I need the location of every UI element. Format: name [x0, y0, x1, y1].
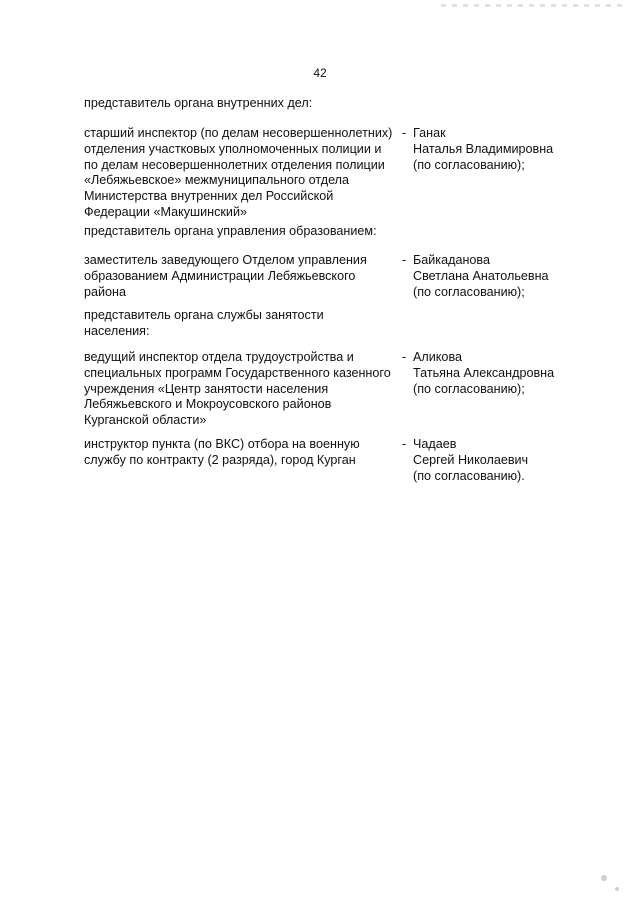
- position-description-military-recruitment: [84, 437, 360, 469]
- scan-artifact-dot: [601, 875, 607, 881]
- position-description-education: [84, 253, 367, 300]
- person-given-names: Татьяна Александровна: [413, 365, 555, 380]
- section-heading-employment-service: [84, 308, 324, 340]
- person-surname: Чадаев: [413, 437, 457, 451]
- position-line: Лебяжьевского и Мокроусовского районов: [84, 397, 332, 412]
- page-number: 42: [313, 66, 327, 80]
- position-line: учреждения «Центр занятости населения: [84, 381, 329, 396]
- position-line: Курганской области»: [84, 413, 207, 428]
- person-surname: Байкаданова: [413, 253, 490, 267]
- person-name-internal-affairs: [413, 126, 553, 173]
- position-description-internal-affairs: [84, 126, 392, 221]
- position-description-employment-service: [84, 350, 391, 429]
- heading-line: представитель органа службы занятости: [84, 308, 324, 322]
- position-line: отделения участковых уполномоченных полиции и: [84, 141, 382, 156]
- position-line: инструктор пункта (по ВКС) отбора на военную: [84, 437, 360, 451]
- person-agreement-note: (по согласованию);: [413, 284, 525, 299]
- person-name-employment-service: [413, 350, 554, 397]
- position-line: старший инспектор (по делам несовершеннолетних): [84, 126, 393, 140]
- position-line: «Лебяжьевское» межмуниципального отдела: [84, 173, 350, 188]
- person-given-names: Сергей Николаевич: [413, 452, 529, 467]
- person-surname: Ганак: [413, 126, 446, 140]
- dash-separator: -: [402, 126, 407, 140]
- position-line: ведущий инспектор отдела трудоустройства и: [84, 350, 354, 364]
- position-line: Министерства внутренних дел Российской: [84, 189, 334, 204]
- position-line: службу по контракту (2 разряда), город Курган: [84, 452, 356, 467]
- dash-separator: -: [402, 350, 407, 364]
- person-name-military-recruitment: [413, 437, 528, 484]
- scan-header-mark: [441, 4, 626, 7]
- person-given-names: Наталья Владимировна: [413, 141, 554, 156]
- person-agreement-note: (по согласованию);: [413, 381, 525, 396]
- position-line: района: [84, 284, 127, 299]
- person-agreement-note: (по согласованию);: [413, 157, 525, 172]
- position-line: специальных программ Государственного казенного: [84, 365, 391, 380]
- dash-separator: -: [402, 437, 407, 451]
- heading-line: населения:: [84, 323, 150, 338]
- person-surname: Аликова: [413, 350, 462, 364]
- scan-artifact-dot: [615, 887, 619, 891]
- person-given-names: Светлана Анатольевна: [413, 268, 549, 283]
- position-line: Федерации «Макушинский»: [84, 204, 248, 219]
- person-agreement-note: (по согласованию).: [413, 468, 525, 483]
- position-line: образованием Администрации Лебяжьевского: [84, 268, 356, 283]
- section-heading-education: представитель органа управления образованием:: [84, 224, 377, 238]
- position-line: заместитель заведующего Отделом управления: [84, 253, 367, 267]
- position-line: по делам несовершеннолетних отделения полиции: [84, 157, 385, 172]
- section-heading-internal-affairs: представитель органа внутренних дел:: [84, 96, 313, 110]
- person-name-education: [413, 253, 549, 300]
- dash-separator: -: [402, 253, 407, 267]
